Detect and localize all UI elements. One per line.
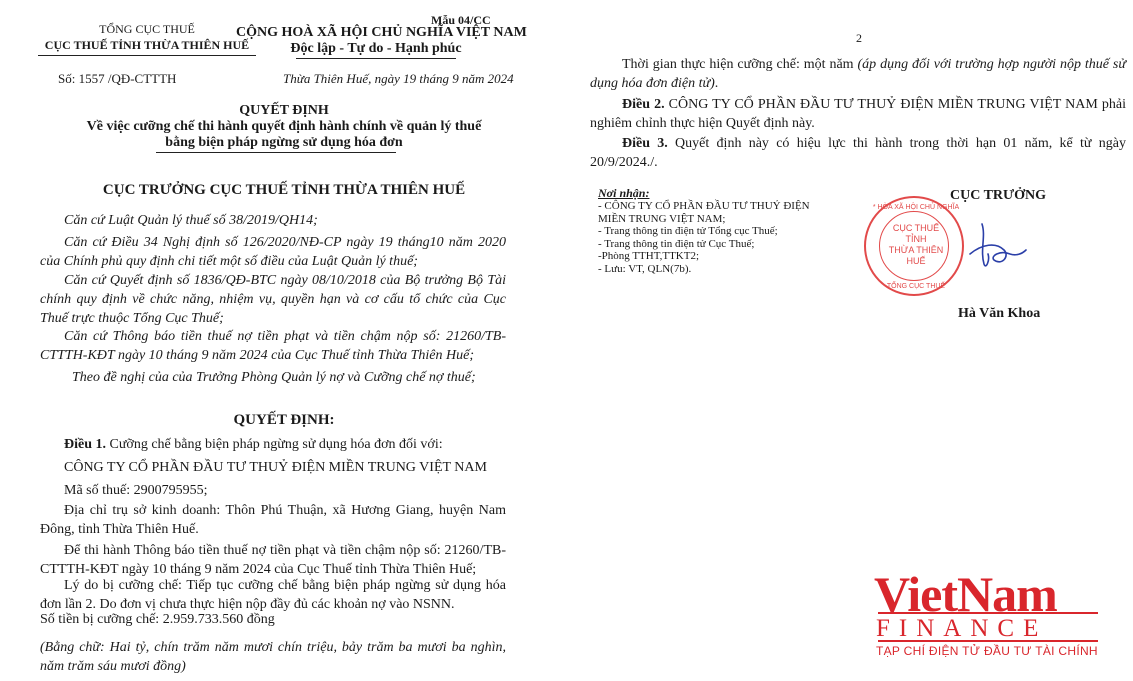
duration-end: . bbox=[714, 76, 719, 91]
agency-parent: TỔNG CỤC THUẾ bbox=[99, 22, 195, 36]
article-3-label: Điều 3. bbox=[622, 136, 668, 151]
duration-note: (áp dụng đối với trường hợp người nộp thuế sử dụng hóa đơn điện tử) bbox=[590, 57, 1126, 91]
agency-underline bbox=[38, 55, 256, 56]
company-name: CÔNG TY CỔ PHẦN ĐẦU TƯ THUỶ ĐIỆN MIỀN TRUNG VIỆT NAM bbox=[64, 460, 487, 475]
seal-ring-top-text: * HÒA XÃ HỘI CHỦ NGHĨA bbox=[872, 204, 960, 211]
legal-basis-4: Căn cứ Thông báo tiền thuế nợ tiền phạt và tiền chậm nộp số: 21260/TB-CTTTH-KĐT ngày 10 tháng 9 năm 2024 của Cục Thuế tỉnh Thừa Thiên Huế; bbox=[40, 329, 506, 363]
article-3-text: Quyết định này có hiệu lực thi hành trong thời hạn 01 năm, kể từ ngày 20/9/2024./. bbox=[590, 136, 1126, 170]
article-1-text: Cưỡng chế bằng biện pháp ngừng sử dụng hóa đơn đối với: bbox=[106, 437, 443, 452]
document-subject-line2: bằng biện pháp ngừng sử dụng hóa đơn bbox=[165, 135, 403, 150]
enforcement-basis: Để thi hành Thông báo tiền thuế nợ tiền phạt và tiền chậm nộp số: 21260/TB-CTTTH-KĐT ngày 10 tháng 9 năm 2024 của Cục Thuế tỉnh Thừa Thiên Huế; bbox=[40, 543, 506, 577]
agency-name: CỤC THUẾ TỈNH THỪA THIÊN HUẾ bbox=[44, 38, 250, 52]
legal-basis-2: Căn cứ Điều 34 Nghị định số 126/2020/NĐ-CP ngày 19 tháng10 năm 2020 của Chính phủ quy định chi tiết một số điều của Luật Quản lý thuế; bbox=[40, 235, 506, 269]
amount-in-words: (Bằng chữ: Hai tỷ, chín trăm năm mươi chín triệu, bảy trăm ba mươi ba nghìn, năm trăm sáu mươi đồng) bbox=[40, 640, 506, 674]
nation-title: CỘNG HOÀ XÃ HỘI CHỦ NGHĨA VIỆT NAM bbox=[236, 25, 527, 40]
logo-rule-top bbox=[878, 612, 1098, 614]
tax-code: Mã số thuế: 2900795955; bbox=[64, 483, 208, 498]
article-1 bbox=[40, 435, 506, 454]
recipients-heading: Nơi nhận: bbox=[598, 186, 650, 200]
subject-underline bbox=[156, 152, 396, 153]
recipient-item: - CÔNG TY CỔ PHẦN ĐẦU TƯ THUỶ ĐIỆN bbox=[598, 200, 810, 212]
recipient-item: - Trang thông tin điện tử Tổng cục Thuế; bbox=[598, 225, 778, 237]
article-2-label: Điều 2. bbox=[622, 97, 665, 112]
document-subject-line1: Về việc cưỡng chế thi hành quyết định hành chính về quản lý thuế bbox=[86, 119, 482, 134]
seal-line: HUẾ bbox=[906, 256, 926, 266]
recipient-item: -Phòng TTHT,TTKT2; bbox=[598, 250, 700, 262]
duration-text: Thời gian thực hiện cưỡng chế: một năm bbox=[622, 57, 858, 72]
legal-basis-1: Căn cứ Luật Quản lý thuế số 38/2019/QH14; bbox=[64, 213, 318, 228]
handwritten-signature bbox=[960, 220, 1030, 275]
document-title: QUYẾT ĐỊNH bbox=[239, 103, 329, 118]
page-number: 2 bbox=[856, 31, 862, 45]
business-address: Địa chỉ trụ sở kinh doanh: Thôn Phú Thuận, xã Hương Giang, huyện Nam Đông, tỉnh Thừa Thiên Huế. bbox=[40, 503, 506, 537]
vietnamfinance-logo: VietNam bbox=[874, 566, 1057, 622]
signatory-name: Hà Văn Khoa bbox=[958, 306, 1041, 321]
form-number: Mẫu 04/CC bbox=[431, 13, 491, 27]
enforcement-duration bbox=[590, 55, 1126, 93]
enforcement-reason: Lý do bị cưỡng chế: Tiếp tục cưỡng chế bằng biện pháp ngừng sử dụng hóa đơn lần 2. Do đơn vị chưa thực hiện nộp đầy đủ các khoản nợ vào NSNN. bbox=[40, 578, 506, 612]
recipient-item: MIỀN TRUNG VIỆT NAM; bbox=[598, 212, 726, 225]
article-2 bbox=[590, 95, 1126, 133]
issuing-authority: CỤC TRƯỞNG CỤC THUẾ TỈNH THỪA THIÊN HUẾ bbox=[102, 182, 466, 198]
seal-line: THỪA THIÊN bbox=[888, 245, 944, 255]
article-2-text: CÔNG TY CỔ PHẦN ĐẦU TƯ THUỶ ĐIỆN MIỀN TRUNG VIỆT NAM phải nghiêm chỉnh thực hiện Quyết định này. bbox=[590, 97, 1126, 131]
recipient-item: - Lưu: VT, QLN(7b). bbox=[598, 262, 692, 275]
seal-line: CỤC THUẾ bbox=[892, 223, 940, 233]
enforced-amount: Số tiền bị cưỡng chế: 2.959.733.560 đồng bbox=[40, 612, 275, 627]
seal-line: TỈNH bbox=[905, 234, 927, 244]
seal-ring-bottom-text: TỔNG CỤC THUẾ bbox=[886, 283, 946, 290]
decision-heading: QUYẾT ĐỊNH: bbox=[233, 412, 335, 428]
motto-underline bbox=[296, 58, 456, 59]
logo-rule-bottom bbox=[878, 640, 1098, 642]
article-1-label: Điều 1. bbox=[64, 437, 106, 452]
logo-finance-text: FINANCE bbox=[876, 615, 1048, 642]
official-seal bbox=[864, 196, 964, 296]
article-3 bbox=[590, 134, 1126, 172]
place-date: Thừa Thiên Huế, ngày 19 tháng 9 năm 2024 bbox=[283, 71, 514, 86]
document-number: Số: 1557 /QĐ-CTTTH bbox=[58, 71, 177, 86]
signatory-title: CỤC TRƯỞNG bbox=[950, 188, 1047, 203]
recipient-item: - Trang thông tin điện tử Cục Thuế; bbox=[598, 237, 755, 250]
recipients-list bbox=[598, 200, 810, 275]
proposal-basis: Theo đề nghị của của Trưởng Phòng Quản lý nợ và Cưỡng chế nợ thuế; bbox=[72, 370, 476, 385]
nation-motto: Độc lập - Tự do - Hạnh phúc bbox=[290, 41, 462, 56]
logo-tagline: TẠP CHÍ ĐIỆN TỬ ĐẦU TƯ TÀI CHÍNH bbox=[876, 644, 1098, 658]
legal-basis-3: Căn cứ Quyết định số 1836/QĐ-BTC ngày 08/10/2018 của Bộ trưởng Bộ Tài chính quy định về chức năng, nhiệm vụ, quyền hạn và cơ cấu tổ chức của Cục Thuế trực thuộc Tổng Cục Thuế; bbox=[40, 273, 506, 326]
